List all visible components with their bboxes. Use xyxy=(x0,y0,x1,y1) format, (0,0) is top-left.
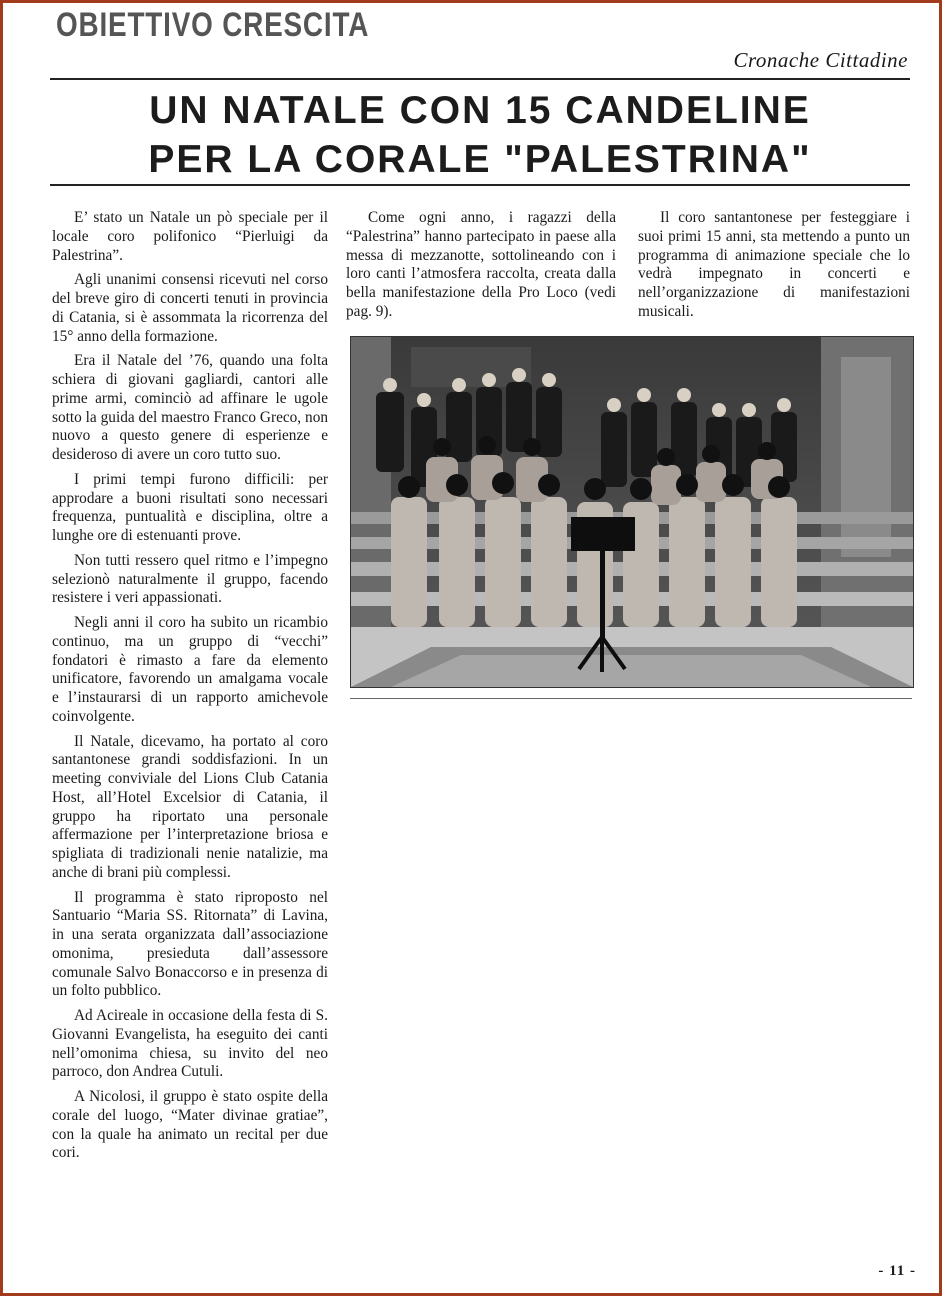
paragraph: Il programma è stato riproposto nel Santuario “Maria SS. Ritornata” di Lavina, in una serata organizzata dall’associazione omonima, presieduta dall’assessore comunale Salvo Bonaccorso e in presenza di un folto pubblico. xyxy=(52,888,328,1000)
photo-rule xyxy=(350,698,912,699)
paragraph: Ad Acireale in occasione della festa di S. Giovanni Evangelista, ha eseguito dei canti nell’omonima chiesa, su invito del neo parroco, don Andrea Cutuli. xyxy=(52,1007,328,1081)
headline-rule xyxy=(50,184,910,186)
paragraph: Come ogni anno, i ragazzi della “Palestrina” hanno partecipato in paese alla messa di mezzanotte, sottolineando con i loro canti l’atmosfera raccolta, creata dalla bella manifestazione della Pro Loco (vedi pag. 9). xyxy=(346,209,616,320)
headline-line-2: PER LA CORALE "PALESTRINA" xyxy=(148,138,812,181)
article-column-2 xyxy=(346,209,616,328)
page-number: - 11 - xyxy=(878,1263,916,1279)
paragraph: Il coro santantonese per festeggiare i suoi primi 15 anni, sta mettendo a punto un programma di animazione speciale che lo vedrà impegnato in concerti e nell’organizzazione di manifestazioni musicali. xyxy=(638,209,910,320)
paragraph: E’ stato un Natale un pò speciale per il locale coro polifonico “Pierluigi da Palestrina”. xyxy=(52,209,328,264)
paragraph: Agli unanimi consensi ricevuti nel corso del breve giro di concerti tenuti in provincia di Catania, si è assommata la ricorrenza del 15° anno della formazione. xyxy=(52,271,328,345)
article-column-1 xyxy=(52,209,328,1169)
paragraph: I primi tempi furono difficili: per approdare a buoni risultati sono necessari frequenza, puntualità e disciplina, oltre a lunghe ore di estenuanti prove. xyxy=(52,470,328,544)
paragraph: Il Natale, dicevamo, ha portato al coro santantonese grandi soddisfazioni. In un meeting conviviale del Lions Club Catania Host, all’Hotel Excelsior di Catania, il gruppo ha riportato una personale affermazione per l’interpretazione briosa e spigliata di tradizionali nenie natalizie, ma anche di brani più complessi. xyxy=(52,732,328,881)
paragraph: A Nicolosi, il gruppo è stato ospite della corale del luogo, “Mater divinae gratiae”, con la quale ha animato un recital per due cori. xyxy=(52,1088,328,1162)
top-rule xyxy=(50,78,910,80)
masthead-stamp: OBIETTIVO CRESCITA xyxy=(56,6,370,44)
headline xyxy=(50,86,910,184)
choir-photo-drawing xyxy=(351,337,913,687)
paragraph: Era il Natale del ’76, quando una folta schiera di giovani gagliardi, cantori alle prime armi, cominciò ad affinare le ugole sotto la guida del maestro Franco Greco, non nuovo a questo genere di esperienze e desideroso di avere un coro tutto suo. xyxy=(52,352,328,463)
section-label: Cronache Cittadine xyxy=(733,48,908,72)
headline-line-1: UN NATALE CON 15 CANDELINE xyxy=(149,89,811,132)
paragraph: Negli anni il coro ha subito un ricambio continuo, ma un gruppo di “vecchi” fondatori è rimasto a fare da elemento unificatore, favorendo un amalgama vocale e l’instaurarsi di un rapporto amichevole coinvolgente. xyxy=(52,614,328,725)
paragraph: Non tutti ressero quel ritmo e l’impegno selezionò naturalmente il gruppo, facendo resistere i veri appassionati. xyxy=(52,551,328,607)
choir-photo xyxy=(350,336,914,688)
article-column-3 xyxy=(638,209,910,328)
